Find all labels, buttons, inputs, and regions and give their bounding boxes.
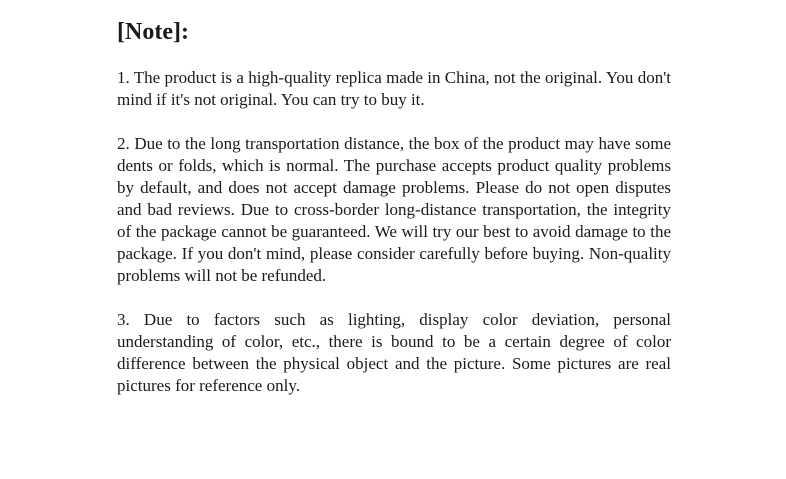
note-paragraph-3: 3. Due to factors such as lighting, display color deviation, personal understanding of color, etc., there is bound to be a certain degree of color difference between the physical object and the picture. Some pictures are real pictures for reference only. [117,310,671,395]
note-paragraph-2: 2. Due to the long transportation distance, the box of the product may have some dents or folds, which is normal. The purchase accepts product quality problems by default, and does not accept damage problems. Please do not open disputes and bad reviews. Due to cross-border long-distance transportation, the integrity of the package cannot be guaranteed. We will try our best to avoid damage to the package. If you don't mind, please consider carefully before buying. Non-quality problems will not be refunded. [117,134,671,285]
note-title: [Note]: [117,19,189,45]
note-block [117,18,671,419]
note-paragraph-1: 1. The product is a high-quality replica made in China, not the original. You don't mind if it's not original. You can try to buy it. [117,68,671,109]
